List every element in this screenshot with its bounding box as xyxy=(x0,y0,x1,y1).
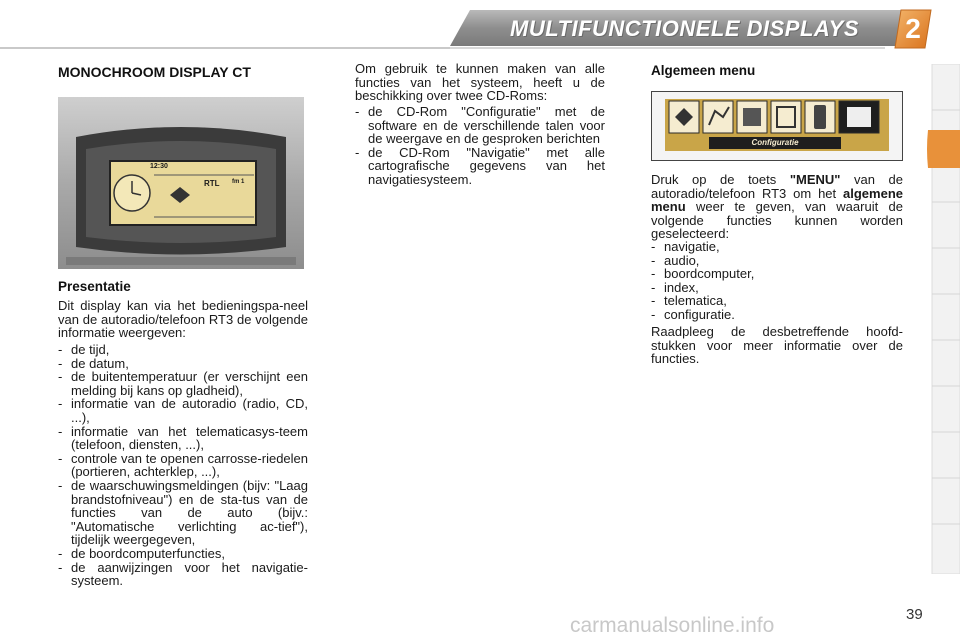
list-item: - de boordcomputerfuncties, xyxy=(58,547,308,561)
reference-note: Raadpleeg de desbetreffende hoofd-stukken voor meer informatie over de functies. xyxy=(651,324,903,367)
presentatie-list xyxy=(58,343,308,588)
menu-functions-list xyxy=(651,240,903,322)
list-item: - de CD-Rom "Navigatie" met alle cartografische gegevens van het navigatiesysteem. xyxy=(355,146,605,187)
presentatie-intro: Dit display kan via het bedieningspa-neel van de autoradio/telefoon RT3 de volgende informatie weergeven: xyxy=(58,298,308,341)
text-span: Druk op de toets xyxy=(651,172,790,187)
page-number: 39 xyxy=(906,606,923,623)
chapter-side-tabs[interactable] xyxy=(926,64,960,574)
page-header xyxy=(0,0,960,58)
list-item: - de tijd, xyxy=(58,343,308,357)
display-station: RTL xyxy=(204,179,220,188)
list-item: - configuratie. xyxy=(651,308,903,322)
page-title: MULTIFUNCTIONELE DISPLAYS xyxy=(510,16,860,41)
list-item: - telematica, xyxy=(651,294,903,308)
list-item: - informatie van de autoradio (radio, CD, ...), xyxy=(58,397,308,424)
section-heading-monochroom: MONOCHROOM DISPLAY CT xyxy=(58,64,251,80)
list-item: - navigatie, xyxy=(651,240,903,254)
text-span: weer te geven, van waaruit de volgende functies kunnen worden geselecteerd: xyxy=(651,199,903,242)
watermark: carmanualsonline.info xyxy=(570,614,775,637)
section-heading-algemeen-menu: Algemeen menu xyxy=(651,63,756,78)
chapter-badge xyxy=(893,8,933,50)
section-heading-presentatie: Presentatie xyxy=(58,279,131,294)
display-time: 12:30 xyxy=(150,163,168,170)
text-span: van de autoradio/telefoon RT3 om het xyxy=(651,172,903,201)
list-item: - de buitentemperatuur (er verschijnt een melding bij kans op gladheid), xyxy=(58,370,308,397)
list-item: - de CD-Rom "Configuratie" met de software en de verschillende talen voor de weergave en de gesproken berichten xyxy=(355,105,605,146)
list-item: - index, xyxy=(651,281,903,295)
general-menu-term: algemene menu xyxy=(651,185,903,215)
list-item: - de aanwijzingen voor het navigatie-systeem. xyxy=(58,561,308,588)
cdrom-intro: Om gebruik te kunnen maken van alle functies van het systeem, heeft u de beschikking over twee CD-Roms: xyxy=(355,61,605,104)
list-item: - de datum, xyxy=(58,357,308,371)
list-item: - audio, xyxy=(651,254,903,268)
menu-screen-label: Configuratie xyxy=(751,138,799,147)
general-menu-screen xyxy=(651,91,903,161)
chapter-number: 2 xyxy=(905,13,921,44)
list-item: - de waarschuwingsmeldingen (bijv: "Laag brandstofniveau") en de sta-tus van de functies van de auto (bijv.: "Automatische verlichting ac-tief"), tijdelijk weergegeven, xyxy=(58,479,308,547)
display-frequency: fm 1 xyxy=(232,179,245,185)
menu-key-label: "MENU" xyxy=(789,172,841,187)
algemeen-menu-paragraph xyxy=(651,173,903,241)
list-item: - controle van te openen carrosse-riedelen (portieren, achterklep, ...), xyxy=(58,452,308,479)
cdrom-list xyxy=(355,105,605,187)
list-item: - boordcomputer, xyxy=(651,267,903,281)
list-item: - informatie van het telematicasys-teem (telefoon, diensten, ...), xyxy=(58,425,308,452)
dashboard-display-photo xyxy=(58,97,304,269)
